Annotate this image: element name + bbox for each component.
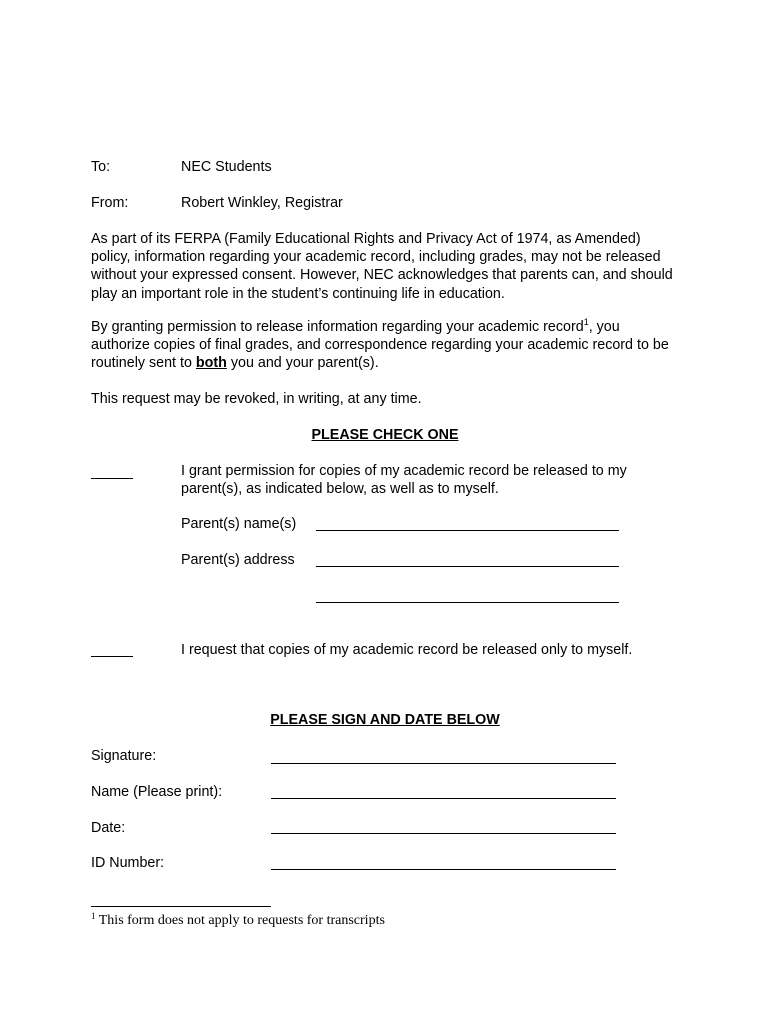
date-label: Date: (91, 820, 126, 836)
from-label: From: (91, 195, 129, 211)
parent-address-field-2[interactable] (316, 602, 619, 603)
footnote (91, 912, 385, 930)
emphasis-both: both (195, 355, 227, 372)
to-label: To: (91, 159, 111, 175)
footnote-text: This form does not apply to requests for transcripts (95, 913, 385, 928)
paragraph-permission-part-b: , you authorize copies of final grades, and correspondence regarding your academic record to be routinely sent to (91, 319, 669, 372)
option1-text: I grant permission for copies of my academic record be released to my parent(s), as indicated below, as well as to myself. (181, 463, 627, 498)
date-field[interactable] (271, 833, 616, 834)
parent-name-label: Parent(s) name(s) (181, 516, 297, 532)
paragraph-permission-part-a: By granting permission to release information regarding your academic record (91, 319, 584, 335)
parent-address-field-1[interactable] (316, 566, 619, 567)
signature-label: Signature: (91, 748, 157, 764)
to-value: NEC Students (181, 159, 272, 175)
footnote-ref: 1 (583, 317, 589, 327)
paragraph-permission-part-c: you and your parent(s). (226, 355, 379, 372)
footnote-marker: 1 (91, 911, 96, 921)
parent-address-label: Parent(s) address (181, 552, 295, 568)
option2-check-line[interactable] (91, 656, 133, 657)
footnote-rule (91, 906, 271, 907)
sign-date-heading: PLEASE SIGN AND DATE BELOW (270, 712, 500, 728)
name-field[interactable] (271, 798, 616, 799)
option2-text: I request that copies of my academic record be released only to myself. (181, 642, 633, 658)
id-number-field[interactable] (271, 869, 616, 870)
from-value: Robert Winkley, Registrar (181, 195, 343, 211)
paragraph-permission (91, 318, 675, 373)
option1-check-line[interactable] (91, 478, 133, 479)
name-label: Name (Please print): (91, 784, 223, 800)
parent-name-field[interactable] (316, 530, 619, 531)
paragraph-ferpa: As part of its FERPA (Family Educational Rights and Privacy Act of 1974, as Amended) policy, information regarding your academic record, including grades, may not be released without your expressed consent. However, NEC acknowledges that parents can, and should play an important role in the student’s continuing life in education. (91, 231, 673, 302)
check-one-heading: PLEASE CHECK ONE (311, 427, 459, 443)
signature-field[interactable] (271, 763, 616, 764)
id-number-label: ID Number: (91, 855, 165, 871)
paragraph-revoke: This request may be revoked, in writing, at any time. (91, 391, 422, 407)
